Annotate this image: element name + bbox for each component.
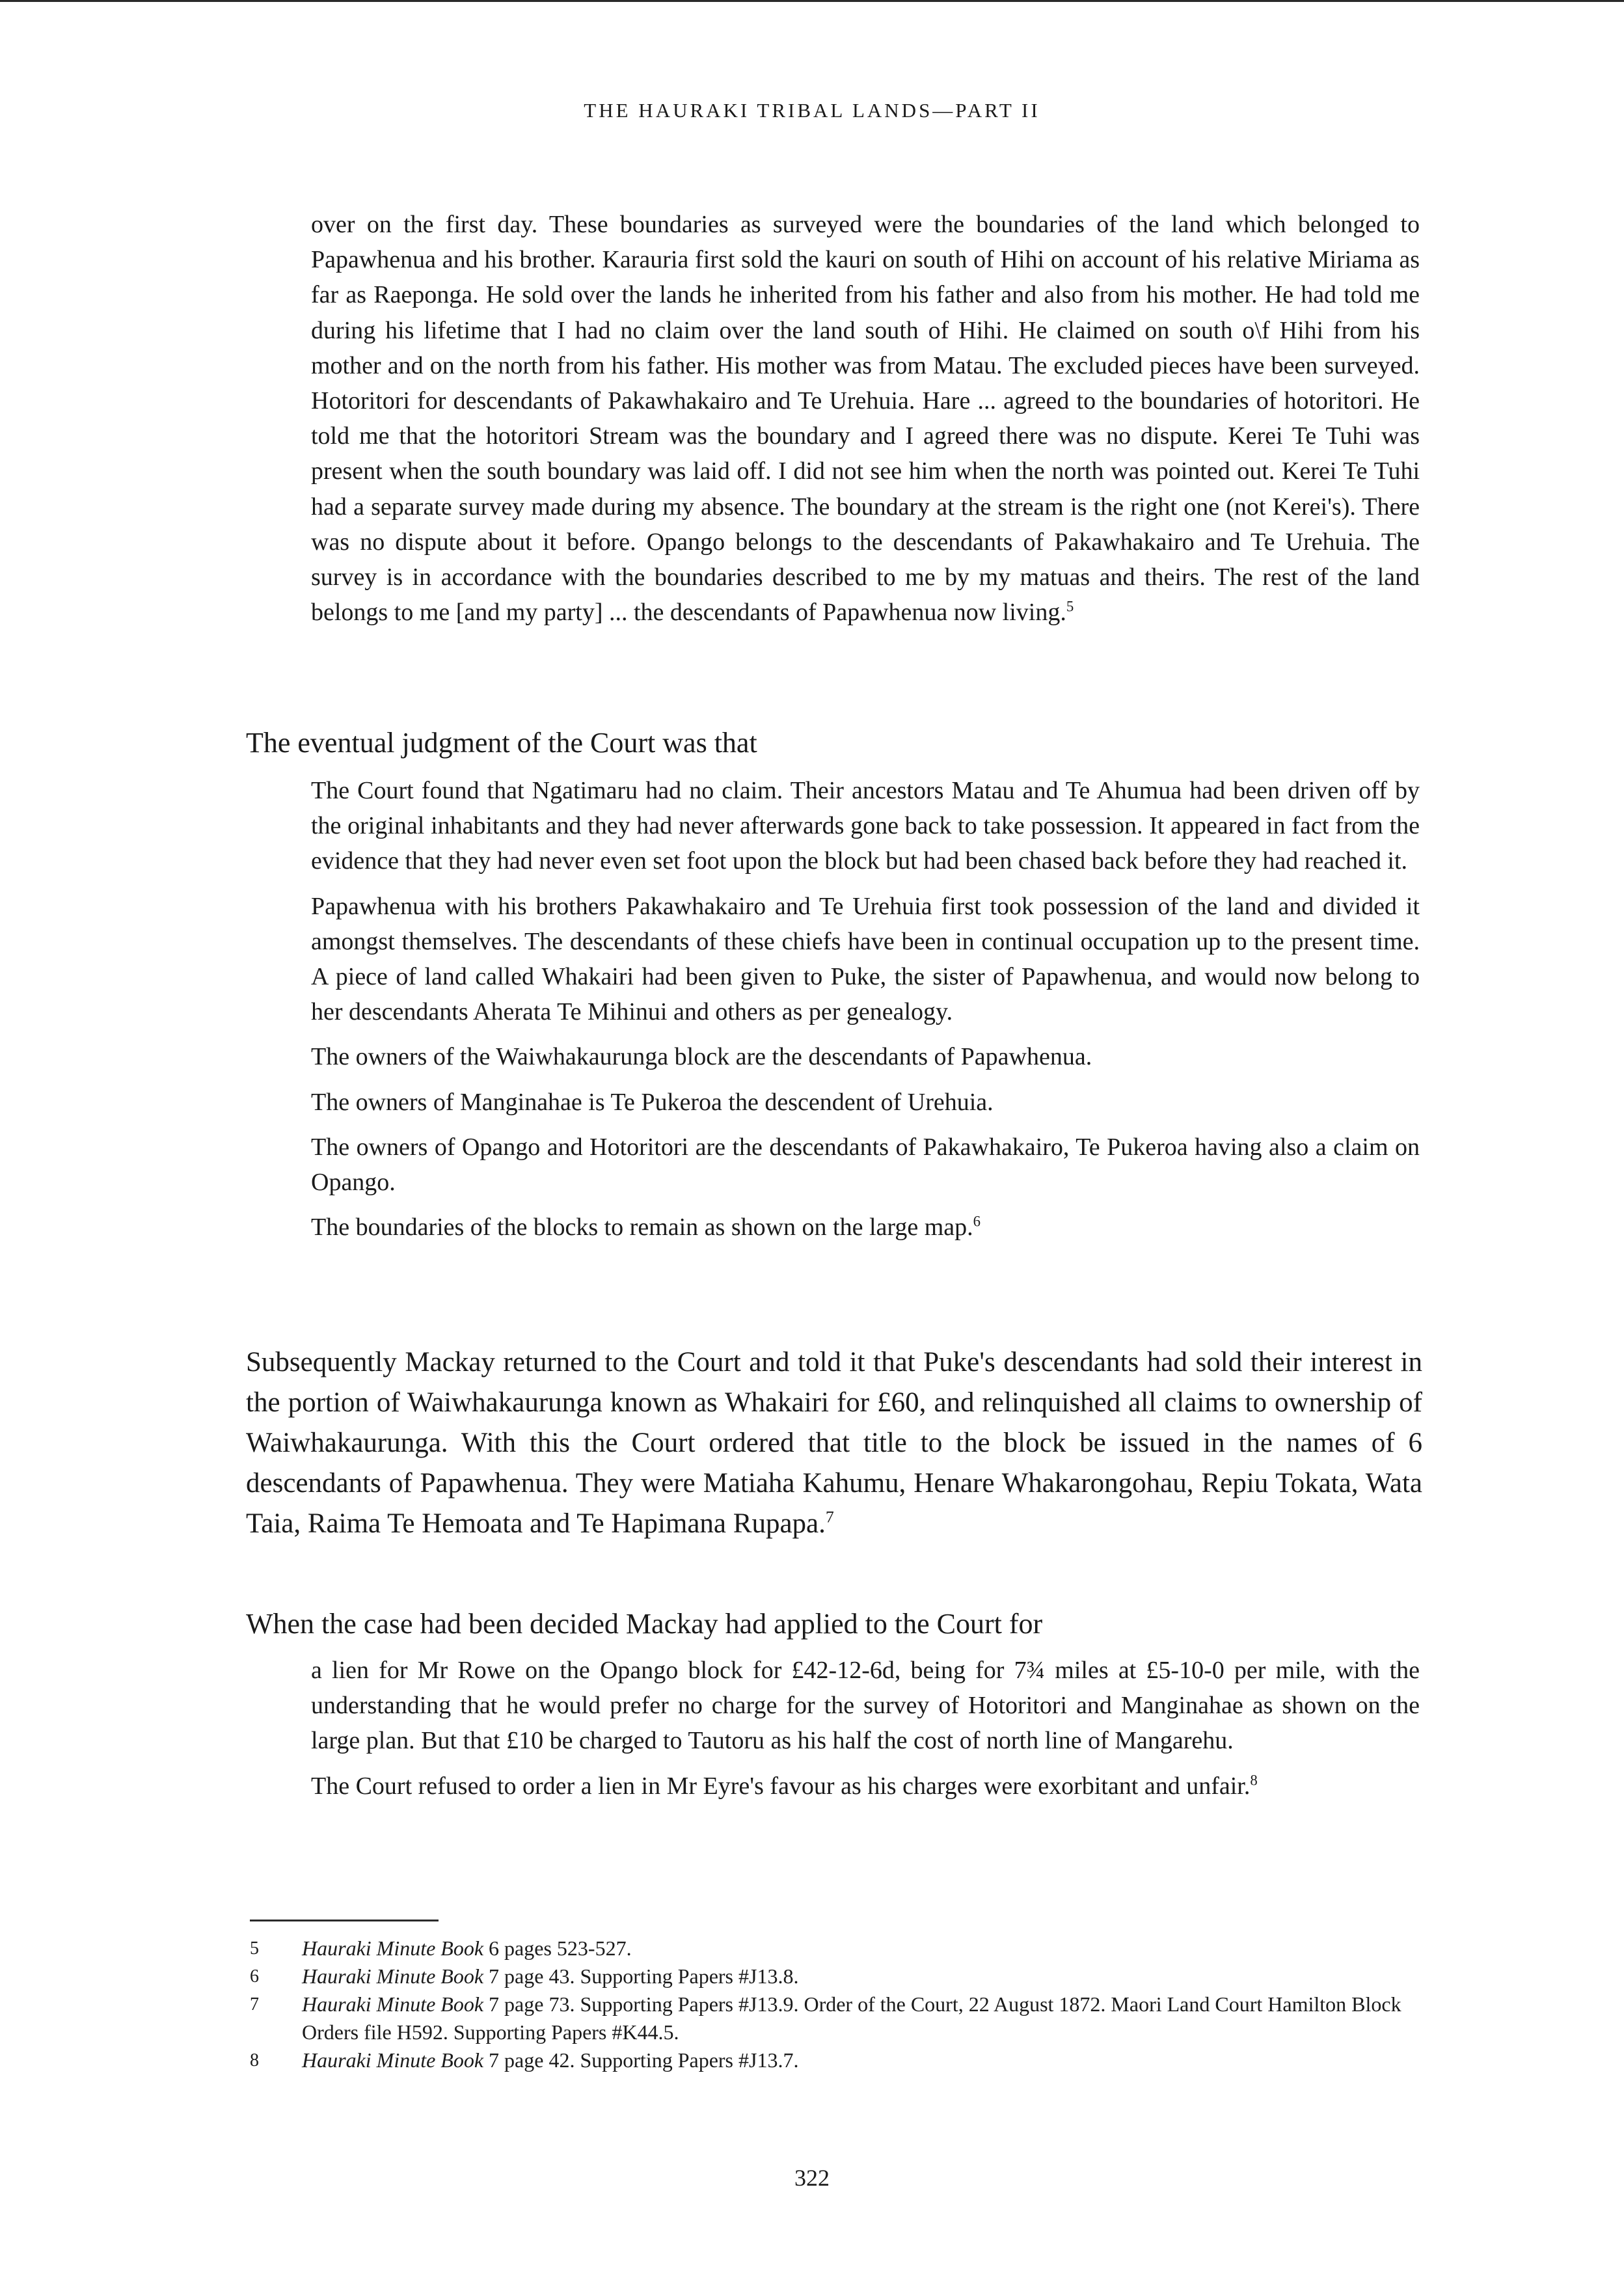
footnote-number: 6	[250, 1966, 259, 1987]
quote-paragraph: The owners of the Waiwhakaurunga block are the descendants of Papawhenua.	[311, 1043, 1092, 1071]
footnote-source: Hauraki Minute Book	[302, 2048, 484, 2072]
footnote	[250, 1962, 1421, 1990]
quote-paragraph: Papawhenua with his brothers Pakawhakairo and Te Urehuia first took possession of the land and divided it amongst themselves. The descendants of these chiefs have been in continual occupation up to the present time. A piece of land called Whakairi had been given to Puke, the sister of Papawhenua, and would now belong to her descendants Aherata Te Mihinui and others as per genealogy.	[311, 892, 1420, 1026]
footnote	[250, 2046, 1421, 2074]
footnote-detail: 7 page 73. Supporting Papers #J13.9. Order of the Court, 22 August 1872. Maori Land Court Hamilton Block Orders file H592. Supporting Papers #K44.5.	[302, 1992, 1401, 2044]
block-quote-lien	[311, 1653, 1420, 1804]
footnote-detail: 7 page 43. Supporting Papers #J13.8.	[483, 1964, 799, 1988]
quote-paragraph	[311, 207, 1420, 630]
page-top-rule	[0, 0, 1624, 2]
block-quote-judgment	[311, 773, 1420, 1245]
footnote-number: 7	[250, 1994, 259, 2015]
quote-text: The boundaries of the blocks to remain as shown on the large map.	[311, 1214, 973, 1242]
quote-text: The Court refused to order a lien in Mr Eyre's favour as his charges were exorbitant and unfair.	[311, 1772, 1251, 1800]
footnote-number: 5	[250, 1938, 259, 1959]
footnote-text	[302, 2046, 1421, 2074]
footnote-ref: 8	[1250, 1771, 1258, 1788]
footnote-source: Hauraki Minute Book	[302, 1936, 484, 1960]
quote-paragraph: The owners of Opango and Hotoritori are the descendants of Pakawhakairo, Te Pukeroa having also a claim on Opango.	[311, 1133, 1420, 1197]
footnote-detail: 7 page 42. Supporting Papers #J13.7.	[483, 2048, 799, 2072]
footnote-detail: 6 pages 523-527.	[483, 1936, 632, 1960]
quote-paragraph: a lien for Mr Rowe on the Opango block for £42-12-6d, being for 7¾ miles at £5-10-0 per mile, with the understanding that he would prefer no charge for the survey of Hotoritori and Manginahae as shown on the large plan. But that £10 be charged to Tautoru as his half the cost of north line of Mangarehu.	[311, 1657, 1420, 1755]
block-quote-testimony	[311, 207, 1420, 630]
footnotes	[250, 1934, 1421, 2074]
body-text: Subsequently Mackay returned to the Court and told it that Puke's descendants had sold their interest in the portion of Waiwhakaurunga known as Whakairi for £60, and relinquished all claims to ownership of Waiwhakaurunga. With this the Court ordered that title to the block be issued in the names of 6 descendants of Papawhenua. They were Matiaha Kahumu, Henare Whakarongohau, Repiu Tokata, Wata Taia, Raima Te Hemoata and Te Hapimana Rupapa.	[246, 1347, 1422, 1539]
page-number: 322	[794, 2165, 830, 2191]
body-paragraph	[246, 1342, 1422, 1544]
footnote-source: Hauraki Minute Book	[302, 1964, 484, 1988]
footnote-text	[302, 1962, 1421, 1990]
lead-in-lien: When the case had been decided Mackay had applied to the Court for	[246, 1608, 1043, 1640]
quote-text: over on the first day. These boundaries as surveyed were the boundaries of the land which belonged to Papawhenua and his brother. Karauria first sold the kauri on south of Hihi on account of his relative Miriama as far as Raeponga. He sold over the lands he inherited from his father and also from his mother. He had told me during his lifetime that I had no claim over the land south of Hihi. He claimed on south o\f Hihi from his mother and on the north from his father. His mother was from Matau. The excluded pieces have been surveyed. Hotoritori for descendants of Pakawhakairo and Te Urehuia. Hare ... agreed to the boundaries of hotoritori. He told me that the hotoritori Stream was the boundary and I agreed there was no dispute. Kerei Te Tuhi was present when the south boundary was laid off. I did not see him when the north was pointed out. Kerei Te Tuhi had a separate survey made during my absence. The boundary at the stream is the right one (not Kerei's). There was no dispute about it before. Opango belongs to the descendants of Pakawhakairo and Te Urehuia. The survey is in accordance with the boundaries described to me by my matuas and theirs. The rest of the land belongs to me [and my party] ... the descendants of Papawhenua now living.	[311, 211, 1420, 627]
running-head: THE HAURAKI TRIBAL LANDS—PART II	[584, 99, 1040, 122]
footnote-ref: 7	[825, 1507, 834, 1527]
footnote-text	[302, 1934, 1421, 1962]
lead-in-judgment: The eventual judgment of the Court was that	[246, 727, 757, 759]
quote-paragraph: The owners of Manginahae is Te Pukeroa the descendent of Urehuia.	[311, 1088, 994, 1116]
footnote-number: 8	[250, 2050, 259, 2070]
footnote	[250, 1934, 1421, 1962]
footnote-ref: 6	[973, 1213, 981, 1230]
footnote-source: Hauraki Minute Book	[302, 1992, 484, 2016]
quote-paragraph	[311, 1769, 1420, 1804]
footnote-ref: 5	[1066, 598, 1074, 615]
quote-paragraph	[311, 1210, 1420, 1245]
footnote	[250, 1990, 1421, 2046]
quote-paragraph: The Court found that Ngatimaru had no claim. Their ancestors Matau and Te Ahumua had been driven off by the original inhabitants and they had never afterwards gone back to take possession. It appeared in fact from the evidence that they had never even set foot upon the block but had been chased back before they had reached it.	[311, 777, 1420, 875]
footnote-text	[302, 1990, 1421, 2046]
footnote-divider	[250, 1920, 439, 1921]
